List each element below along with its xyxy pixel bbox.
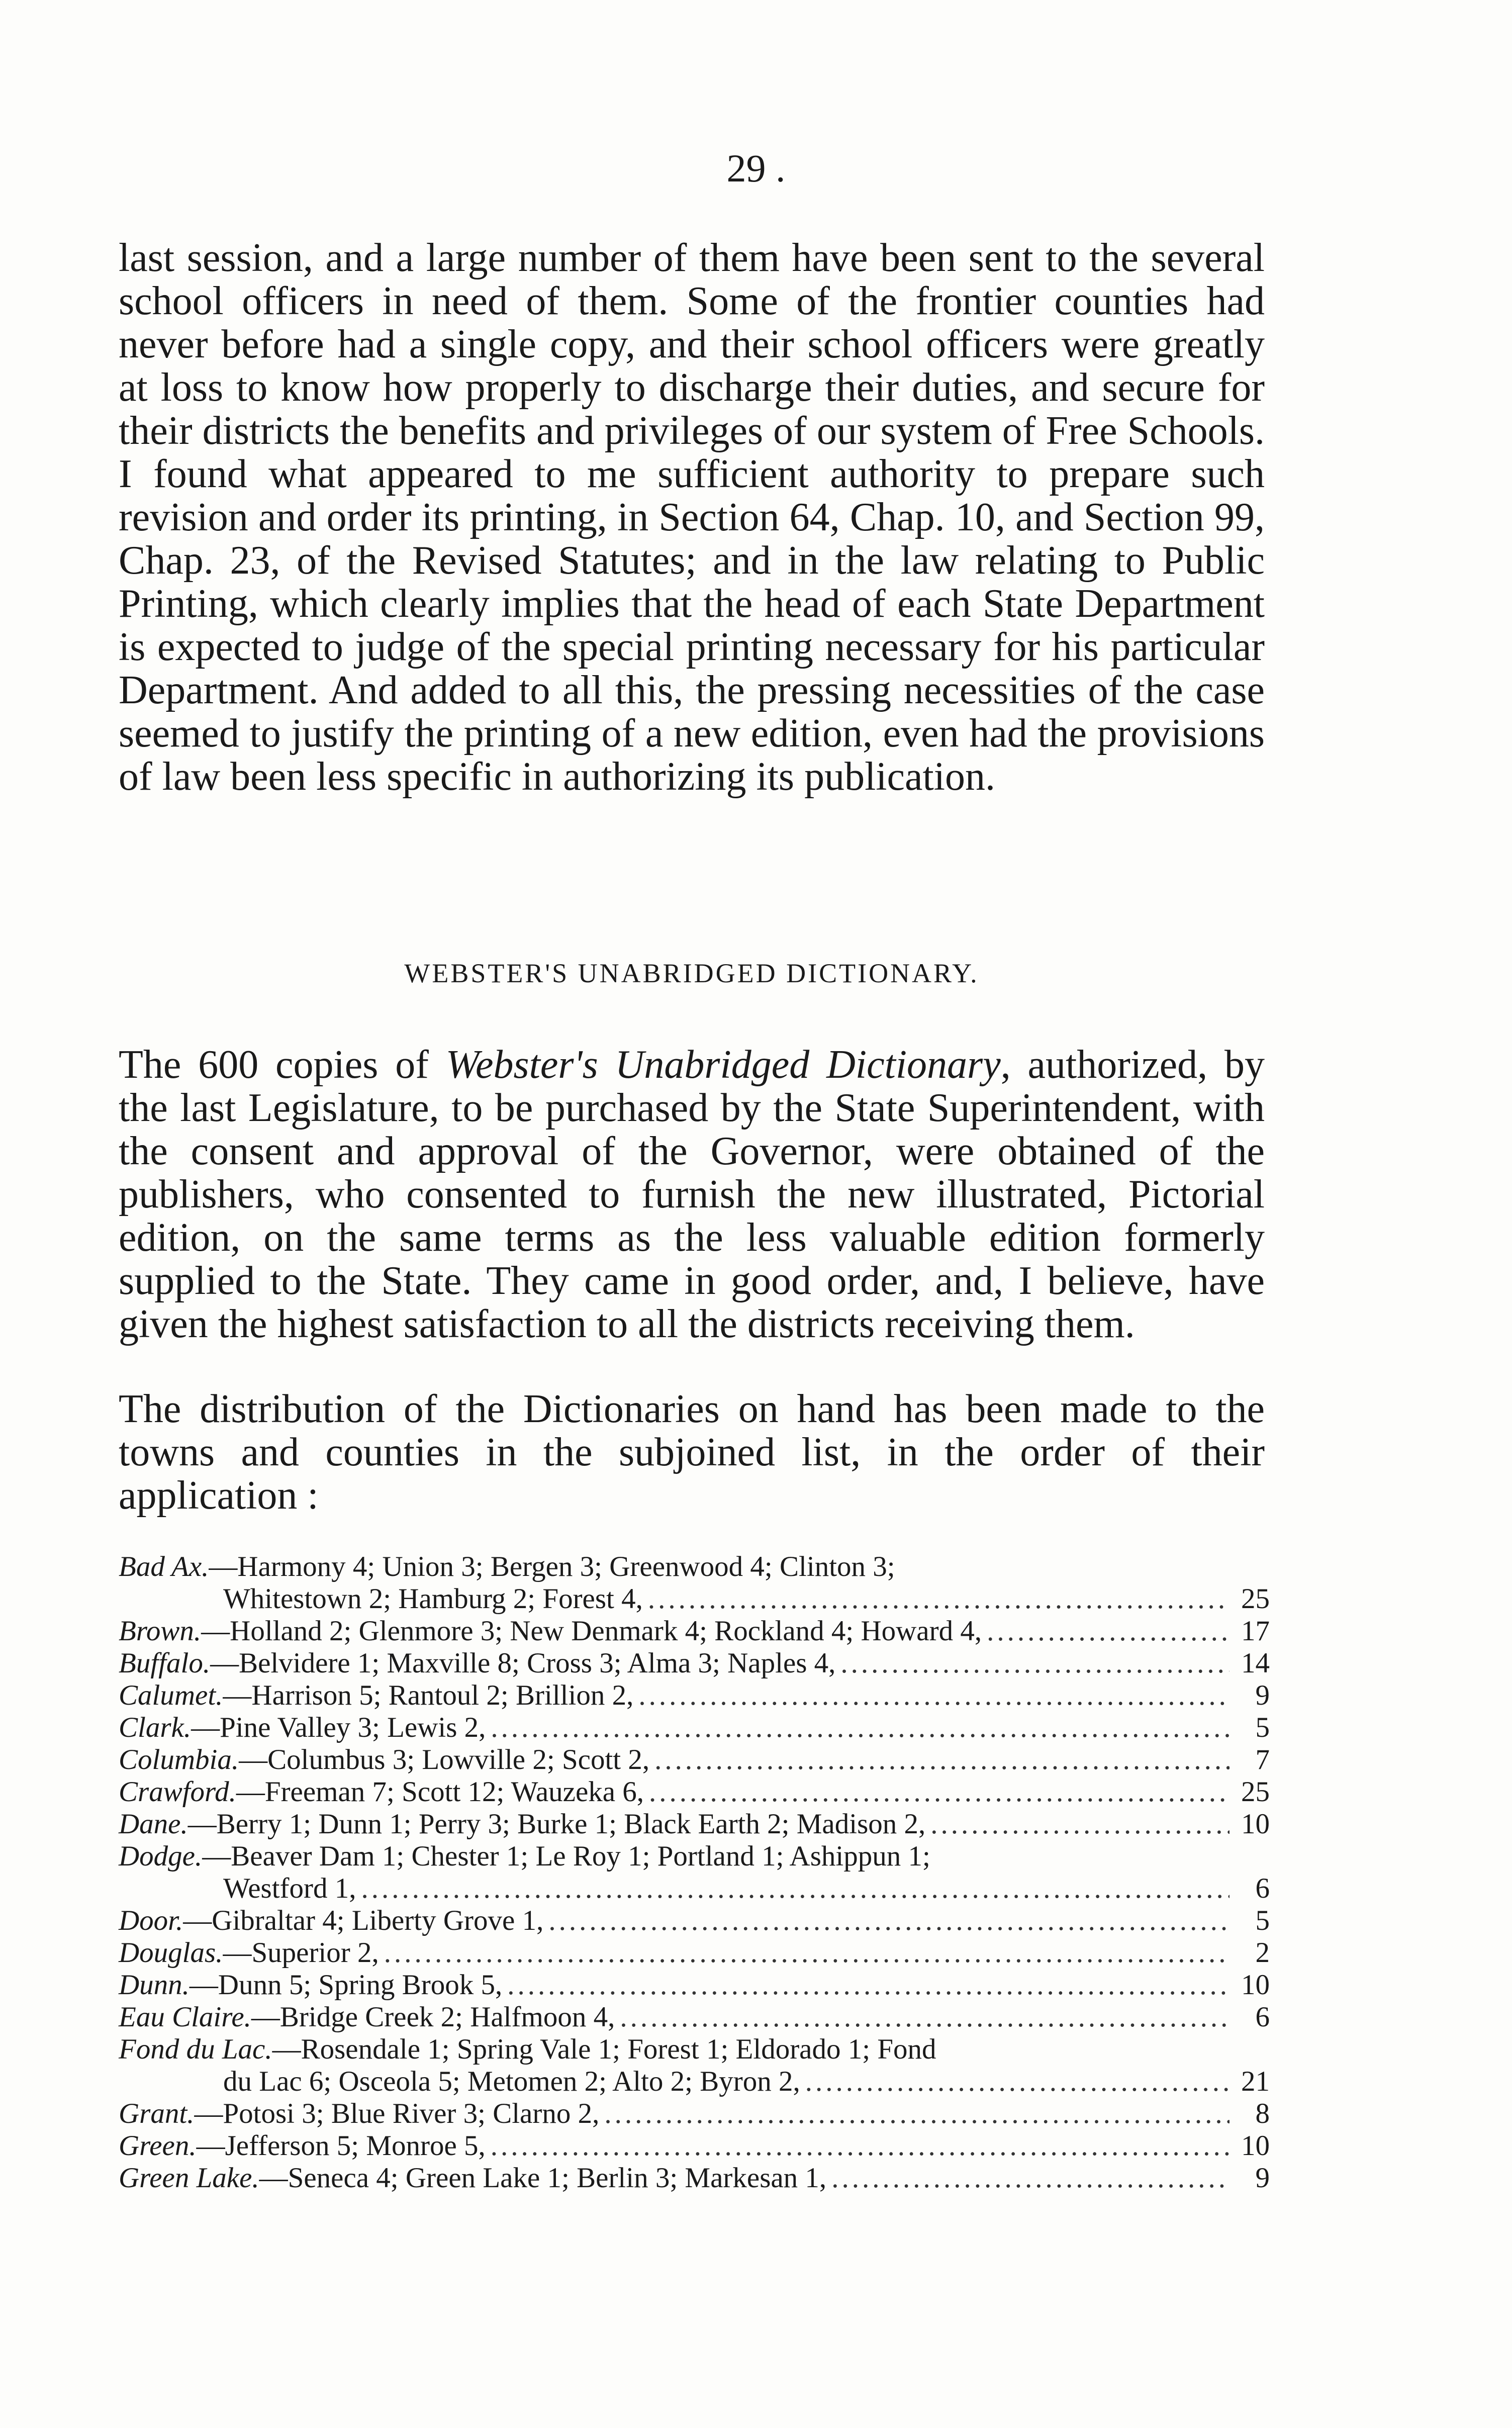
list-item-continuation — [119, 2066, 1270, 2098]
county-name: Door. — [119, 1905, 183, 1936]
county-name: Dane. — [119, 1808, 188, 1840]
town-allocations: —Jefferson 5; Monroe 5, — [196, 2130, 486, 2162]
county-total: 25 — [1241, 1583, 1270, 1615]
county-total: 8 — [1255, 2098, 1270, 2129]
county-total: 2 — [1255, 1937, 1270, 1969]
county-name: Columbia. — [119, 1744, 239, 1776]
town-allocations-continued: Whitestown 2; Hamburg 2; Forest 4, — [223, 1583, 643, 1615]
town-allocations: —Bridge Creek 2; Halfmoon 4, — [251, 2001, 615, 2033]
town-allocations: —Superior 2, — [223, 1937, 379, 1969]
county-total: 9 — [1255, 2162, 1270, 2194]
town-allocations-continued: Westford 1, — [223, 1873, 356, 1904]
list-item — [119, 1679, 1270, 1712]
county-total: 10 — [1241, 1808, 1270, 1840]
county-name: Green Lake. — [119, 2162, 259, 2194]
town-allocations: —Harmony 4; Union 3; Bergen 3; Greenwood 4; Clinton 3; — [209, 1551, 895, 1582]
county-total: 6 — [1255, 1873, 1270, 1904]
list-item — [119, 1969, 1270, 2001]
section-heading: WEBSTER'S UNABRIDGED DICTIONARY. — [404, 958, 979, 988]
leader-dots — [654, 1744, 1230, 1776]
list-item — [119, 1712, 1270, 1744]
list-item — [119, 1776, 1270, 1808]
list-item — [119, 1744, 1270, 1776]
webster-rest: , authorized, by the last Legislature, to be purchased by the State Superintendent, with the consent and approval of the Governor, were obtained of the publishers, who consented to furnish the new illustrated, Pictorial edition, on the same terms as the less valuable edition formerly supplied to the State. They came in good order, and, I believe, have given the highest satisfaction to all the districts receiving them. — [119, 1043, 1265, 1346]
list-item — [119, 1615, 1270, 1647]
leader-dots — [840, 1647, 1230, 1679]
county-total: 9 — [1255, 1679, 1270, 1711]
list-item — [119, 1937, 1270, 1969]
leader-dots — [491, 2130, 1230, 2162]
county-name: Green. — [119, 2130, 197, 2162]
county-name: Calumet. — [119, 1679, 223, 1711]
county-name: Fond du Lac. — [119, 2033, 272, 2065]
distribution-paragraph — [119, 1387, 1265, 1517]
county-name: Bad Ax. — [119, 1551, 209, 1582]
leader-dots — [361, 1873, 1230, 1905]
leader-dots — [491, 1712, 1230, 1744]
leader-dots — [384, 1937, 1230, 1969]
town-allocations: —Beaver Dam 1; Chester 1; Le Roy 1; Portland 1; Ashippun 1; — [202, 1840, 930, 1872]
webster-title: Webster's Unabridged Dictionary — [445, 1043, 1001, 1087]
town-allocations: —Berry 1; Dunn 1; Perry 3; Burke 1; Black Earth 2; Madison 2, — [187, 1808, 926, 1840]
page-number: 29 . — [726, 146, 786, 190]
town-allocations: —Seneca 4; Green Lake 1; Berlin 3; Markesan 1, — [259, 2162, 827, 2194]
county-name: Douglas. — [119, 1937, 223, 1969]
county-name: Clark. — [119, 1712, 192, 1743]
county-total: 25 — [1241, 1776, 1270, 1808]
county-name: Brown. — [119, 1615, 202, 1647]
county-total: 7 — [1255, 1744, 1270, 1776]
county-total: 14 — [1241, 1647, 1270, 1679]
webster-lead: The 600 copies of — [119, 1043, 446, 1087]
opening-paragraph: last session, and a large number of them have been sent to the several school officers in need of them. Some of the frontier counties had never before had a single copy, and their school officers were greatly at loss to know how properly to discharge their duties, and secure for their districts the benefits and privileges of our system of Free Schools. I found what appeared to me sufficient authority to prepare such revision and order its printing, in Section 64, Chap. 10, and Section 99, Chap. 23, of the Revised Statutes; and in the law relating to Public Printing, which clearly implies that the head of each State Department is expected to judge of the special printing necessary for his particular Department. And added to all this, the pressing necessities of the case seemed to justify the printing of a new edition, even had the provisions of law been less specific in authorizing its publication. — [119, 236, 1265, 799]
leader-dots — [649, 1776, 1230, 1808]
county-total: 5 — [1255, 1905, 1270, 1936]
county-total: 10 — [1241, 1969, 1270, 2001]
town-allocations: —Potosi 3; Blue River 3; Clarno 2, — [194, 2098, 600, 2129]
list-item — [119, 2130, 1270, 2162]
town-allocations: —Gibraltar 4; Liberty Grove 1, — [183, 1905, 544, 1936]
list-item — [119, 1808, 1270, 1840]
town-allocations: —Pine Valley 3; Lewis 2, — [191, 1712, 486, 1743]
webster-paragraph — [119, 1043, 1265, 1346]
list-item — [119, 2001, 1270, 2033]
town-allocations: —Dunn 5; Spring Brook 5, — [189, 1969, 503, 2001]
town-allocations: —Columbus 3; Lowville 2; Scott 2, — [239, 1744, 650, 1776]
county-total: 10 — [1241, 2130, 1270, 2162]
list-item — [119, 1905, 1270, 1937]
list-item — [119, 1647, 1270, 1679]
leader-dots — [648, 1583, 1230, 1615]
county-name: Buffalo. — [119, 1647, 211, 1679]
town-allocations: —Freeman 7; Scott 12; Wauzeka 6, — [236, 1776, 644, 1808]
county-name: Dodge. — [119, 1840, 203, 1872]
list-item — [119, 1840, 1270, 1873]
list-item — [119, 1551, 1270, 1583]
leader-dots — [548, 1905, 1230, 1937]
county-total: 5 — [1255, 1712, 1270, 1743]
list-item — [119, 2098, 1270, 2130]
leader-dots — [507, 1969, 1230, 2001]
town-allocations: —Belvidere 1; Maxville 8; Cross 3; Alma 3; Naples 4, — [210, 1647, 836, 1679]
county-name: Eau Claire. — [119, 2001, 251, 2033]
leader-dots — [638, 1679, 1230, 1712]
town-allocations: —Rosendale 1; Spring Vale 1; Forest 1; Eldorado 1; Fond — [272, 2033, 936, 2065]
leader-dots — [987, 1615, 1230, 1647]
town-allocations-continued: du Lac 6; Osceola 5; Metomen 2; Alto 2; Byron 2, — [223, 2066, 800, 2097]
list-item — [119, 2033, 1270, 2066]
county-total: 21 — [1241, 2066, 1270, 2097]
leader-dots — [831, 2162, 1230, 2194]
county-name: Crawford. — [119, 1776, 236, 1808]
leader-dots — [930, 1808, 1230, 1840]
leader-dots — [805, 2066, 1230, 2098]
list-item-continuation — [119, 1873, 1270, 1905]
distribution-text: The distribution of the Dictionaries on hand has been made to the towns and counties in the subjoined list, in the order of their application : — [119, 1387, 1265, 1518]
county-name: Dunn. — [119, 1969, 190, 2001]
town-allocations: —Holland 2; Glenmore 3; New Denmark 4; Rockland 4; Howard 4, — [201, 1615, 982, 1647]
list-item — [119, 2162, 1270, 2194]
town-allocations: —Harrison 5; Rantoul 2; Brillion 2, — [223, 1679, 634, 1711]
distribution-list — [119, 1551, 1270, 2194]
leader-dots — [604, 2098, 1230, 2130]
leader-dots — [620, 2001, 1230, 2033]
county-total: 17 — [1241, 1615, 1270, 1647]
county-name: Grant. — [119, 2098, 195, 2129]
list-item-continuation — [119, 1583, 1270, 1615]
county-total: 6 — [1255, 2001, 1270, 2033]
